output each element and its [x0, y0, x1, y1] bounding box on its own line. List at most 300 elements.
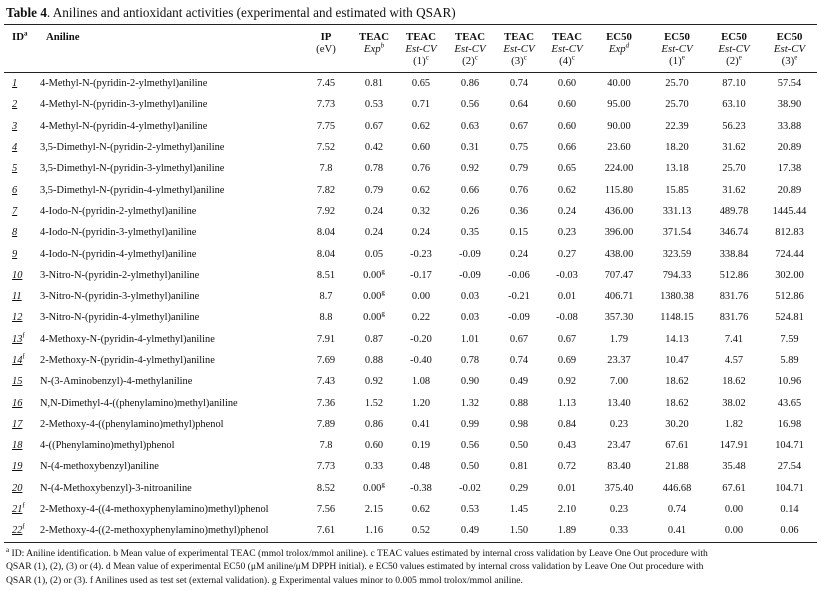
cell-e2: 512.86 [719, 269, 749, 281]
header-subtitle: Exp$^d$ [608, 41, 630, 55]
cell-id [4, 94, 38, 115]
cell-aniline: N-(3-Aminobenzyl)-4-methylaniline [40, 376, 193, 388]
cell-e3: 5.89 [780, 355, 799, 366]
cell-t4: 0.62 [557, 184, 577, 196]
id-sup: f [22, 522, 25, 531]
cell-ec_exp: 375.40 [604, 482, 634, 494]
header-sup: e [794, 53, 798, 62]
cell-ec_exp: 23.47 [607, 440, 631, 452]
cell-e1: 67.61 [665, 440, 689, 452]
cell-aniline: 4-Methoxy-N-(pyridin-4-ylmethyl)aniline [40, 333, 215, 345]
cell-t4: 0.84 [557, 418, 577, 430]
cell-teac_exp: 0.60 [364, 440, 384, 452]
cell-teac_exp: 0.24 [364, 205, 384, 217]
cell-t1: 0.76 [411, 163, 431, 175]
cell-e1: 371.54 [662, 227, 692, 239]
cell-e3: 10.96 [777, 376, 802, 388]
cell-e1: 1380.38 [660, 291, 694, 303]
column-header [706, 25, 762, 73]
cell-ec_exp: 40.00 [607, 78, 631, 90]
cell-t3: -0.09 [508, 312, 530, 324]
cell-id [4, 286, 38, 307]
cell-e1: 15.85 [665, 184, 689, 196]
cell-t4: 0.72 [557, 461, 577, 473]
cell-t4: 0.65 [557, 163, 577, 175]
cell-e2: 0.00 [706, 520, 762, 542]
cell-aniline: 3,5-Dimethyl-N-(pyridin-4-ylmethyl)aniline [40, 184, 225, 196]
header-title: EC50 [776, 31, 803, 43]
header-qsar: $(4)^c$ [559, 53, 575, 67]
cell-t3: 0.50 [509, 440, 529, 452]
table-body [4, 73, 817, 543]
column-header [446, 25, 494, 73]
cell-id [4, 350, 38, 371]
cell-aniline: N,N-Dimethyl-4-((phenylamino)methyl)aniline [40, 397, 238, 409]
cell-ec_exp: 396.00 [604, 227, 634, 239]
cell-ip: 7.45 [316, 78, 336, 90]
value-sup: g [381, 267, 385, 276]
table-row [4, 116, 817, 137]
cell-t3: 0.88 [509, 397, 529, 409]
cell-e3: 524.81 [775, 312, 804, 324]
header-qsar: $(2)^c$ [462, 53, 478, 67]
cell-id [4, 499, 38, 520]
aniline-id: 5 [12, 163, 18, 175]
cell-t2: 0.56 [460, 440, 480, 452]
cell-e2: 1.82 [724, 418, 744, 430]
cell-e2: 831.76 [719, 312, 749, 324]
id-sup: f [22, 352, 25, 361]
table-row [4, 179, 817, 200]
cell-id [4, 435, 38, 456]
cell-t2: 0.49 [446, 520, 494, 542]
cell-t1: 0.22 [411, 312, 431, 324]
cell-ec_exp: 438.00 [604, 248, 634, 260]
cell-t2: 0.03 [460, 291, 480, 303]
cell-aniline: 2-Methoxy-4-((phenylamino)methyl)phenol [40, 418, 224, 430]
cell-aniline: 3-Nitro-N-(pyridin-2-ylmethyl)aniline [40, 269, 200, 281]
cell-t3: 0.29 [509, 482, 529, 494]
footnote-text: QSAR (1), (2) or (3). f Anilines used as test set (external validation). g Experimental values minor to 0.005 mmol trolox/mmol aniline. [6, 574, 523, 586]
cell-e2: 4.57 [724, 355, 744, 366]
cell-t4: 2.10 [557, 504, 577, 516]
cell-e2: 831.76 [719, 291, 749, 303]
cell-t2: 0.31 [460, 142, 480, 154]
table-row [4, 350, 817, 371]
cell-id [4, 265, 38, 286]
cell-t3: 1.45 [509, 504, 529, 516]
cell-teac_exp: 0.67 [364, 120, 384, 132]
cell-e3: 812.83 [775, 227, 804, 239]
table-row [4, 478, 817, 499]
cell-id [4, 392, 38, 413]
cell-e2: 346.74 [719, 227, 749, 239]
footnote-text: QSAR (1), (2), (3) or (4). d Mean value of experimental EC50 (μM aniline/μM DPPH initial). e EC50 values estimated by internal cross validation by Leave One Out procedure with [6, 561, 704, 573]
aniline-id: 21 [12, 504, 23, 516]
aniline-id: 7 [12, 205, 18, 217]
header-title: TEAC [406, 31, 436, 43]
header-title: IP [320, 31, 332, 43]
cell-t2: 0.90 [460, 376, 480, 388]
cell-e3: 17.38 [777, 163, 802, 175]
table-label: Table 4 [6, 5, 47, 20]
cell-aniline: N-(4-Methoxybenzyl)-3-nitroaniline [40, 482, 192, 494]
header-title: ID [12, 31, 24, 43]
cell-ip: 7.73 [316, 461, 336, 473]
cell-e3: 38.90 [777, 99, 802, 111]
cell-t3: 0.74 [509, 355, 529, 366]
header-qsar: $(3)^e$ [781, 53, 798, 67]
table-row [4, 265, 817, 286]
column-header [38, 25, 300, 73]
cell-t1: -0.40 [410, 355, 432, 366]
cell-e3: 104.71 [775, 482, 804, 494]
cell-ip: 7.82 [316, 184, 336, 196]
header-sup: c [425, 53, 429, 62]
table-caption [6, 4, 815, 22]
cell-aniline: 4-((Phenylamino)methyl)phenol [40, 440, 175, 452]
cell-aniline: 4-Iodo-N-(pyridin-3-ylmethyl)aniline [40, 227, 197, 239]
table-wrapper [4, 24, 817, 543]
cell-e3: 33.88 [777, 120, 802, 132]
aniline-id: 11 [12, 291, 22, 303]
column-header [4, 25, 38, 73]
cell-e2: 31.62 [722, 184, 746, 196]
cell-t2: -0.09 [459, 248, 481, 260]
cell-ip: 7.73 [316, 99, 336, 111]
header-subtitle: Est-CV [454, 43, 486, 55]
cell-t2: 0.53 [460, 504, 480, 516]
cell-t2: 0.26 [460, 205, 480, 217]
table-row [4, 392, 817, 413]
footnote-mark: a [6, 545, 10, 554]
footnote-line [6, 547, 815, 560]
cell-e3: 16.98 [777, 418, 802, 430]
cell-ip: 7.8 [319, 440, 333, 452]
cell-ec_exp: 224.00 [604, 163, 634, 175]
aniline-id: 6 [12, 184, 18, 196]
cell-teac_exp: 0.33 [364, 461, 384, 473]
cell-ec_exp: 1.79 [609, 333, 629, 345]
table-row [4, 73, 817, 95]
header-subtitle: Est-CV [405, 43, 437, 55]
cell-ip: 7.69 [316, 355, 336, 366]
cell-teac_exp: 0.92 [364, 376, 384, 388]
cell-e1: 0.74 [667, 504, 687, 516]
cell-ip: 7.89 [316, 418, 336, 430]
table-row [4, 435, 817, 456]
table-row [4, 137, 817, 158]
cell-t4: 1.13 [557, 397, 577, 409]
column-header [494, 25, 544, 73]
cell-ec_exp: 95.00 [607, 99, 631, 111]
header-sup: c [571, 53, 575, 62]
header-sup: d [625, 41, 630, 50]
cell-e1: 10.47 [665, 355, 689, 366]
cell-e3: 57.54 [777, 78, 802, 90]
cell-teac_exp: 0.79 [364, 184, 384, 196]
aniline-id: 19 [12, 461, 23, 473]
cell-t1: 1.20 [411, 397, 431, 409]
table-row [4, 222, 817, 243]
cell-t1: 0.32 [411, 205, 431, 217]
cell-ec_exp: 357.30 [604, 312, 634, 324]
footnote-line [6, 574, 815, 587]
cell-id [4, 478, 38, 499]
table-row [4, 499, 817, 520]
cell-t4: -0.03 [556, 269, 578, 281]
cell-t1: 0.60 [411, 142, 431, 154]
cell-e1: 25.70 [665, 78, 689, 90]
cell-e1: 18.20 [665, 142, 689, 154]
cell-t1: -0.23 [410, 248, 432, 260]
header-title: TEAC [552, 31, 582, 43]
cell-e3: 0.06 [762, 520, 817, 542]
cell-t1: 0.52 [396, 520, 446, 542]
cell-t3: 0.36 [509, 205, 529, 217]
cell-ec_exp: 7.00 [609, 376, 629, 388]
cell-id [4, 307, 38, 328]
cell-t4: 0.67 [557, 333, 577, 345]
cell-e3: 0.14 [780, 504, 799, 516]
header-sup: e [681, 53, 685, 62]
aniline-id: 20 [12, 482, 23, 494]
cell-ec_exp: 23.60 [607, 142, 631, 154]
cell-t1: 0.19 [411, 440, 431, 452]
cell-ec_exp: 23.37 [607, 355, 631, 366]
cell-t2: 0.66 [460, 184, 480, 196]
cell-t1: 0.41 [411, 418, 431, 430]
column-header [352, 25, 396, 73]
table-row [4, 520, 817, 542]
cell-id [4, 520, 38, 542]
header-title: Aniline [46, 31, 80, 43]
cell-teac_exp: 0.42 [364, 142, 384, 154]
column-header [544, 25, 590, 73]
cell-t3: 0.64 [509, 99, 529, 111]
aniline-id: 3 [12, 120, 18, 132]
cell-e3: 302.00 [775, 269, 804, 281]
cell-t1: 1.08 [411, 376, 431, 388]
column-header [300, 25, 352, 73]
cell-t4: 0.01 [557, 482, 577, 494]
column-header [648, 25, 706, 73]
cell-ip: 8.04 [316, 248, 336, 260]
cell-t3: 0.76 [509, 184, 529, 196]
cell-ip: 7.75 [316, 120, 336, 132]
header-qsar: $(3)^c$ [511, 53, 527, 67]
cell-t4: 0.66 [557, 142, 577, 154]
cell-e2: 0.00 [724, 504, 744, 516]
cell-t1: 0.62 [411, 184, 431, 196]
cell-teac_exp: 1.16 [352, 520, 396, 542]
footnote-line [6, 560, 815, 573]
cell-t2: 0.50 [460, 461, 480, 473]
cell-t2: 0.92 [460, 163, 480, 175]
cell-e1: 14.13 [665, 333, 689, 345]
aniline-id: 10 [12, 269, 23, 281]
cell-aniline: 4-Methyl-N-(pyridin-3-ylmethyl)aniline [40, 99, 208, 111]
cell-aniline: 3-Nitro-N-(pyridin-3-ylmethyl)aniline [40, 291, 200, 303]
cell-e2: 31.62 [722, 142, 746, 154]
cell-ec_exp: 406.71 [604, 291, 634, 303]
cell-e2: 18.62 [722, 376, 746, 388]
cell-t1: 0.24 [411, 227, 431, 239]
table-row [4, 201, 817, 222]
cell-e3: 104.71 [775, 440, 804, 452]
cell-ec_exp: 707.47 [604, 269, 634, 281]
cell-t4: 0.60 [557, 120, 577, 132]
cell-t1: -0.38 [410, 482, 432, 494]
cell-teac_exp: 0.24 [364, 227, 384, 239]
cell-t2: 1.32 [460, 397, 480, 409]
cell-id [4, 329, 38, 350]
cell-teac_exp: 0.53 [364, 99, 384, 111]
aniline-id: 4 [12, 142, 18, 154]
cell-ip: 8.51 [316, 269, 336, 281]
aniline-id: 15 [12, 376, 23, 388]
cell-e2: 56.23 [722, 120, 746, 132]
header-subtitle: Est-CV [503, 43, 535, 55]
cell-id [4, 414, 38, 435]
cell-ip: 8.7 [319, 291, 333, 303]
cell-aniline: N-(4-methoxybenzyl)aniline [40, 461, 159, 473]
table-row [4, 371, 817, 392]
cell-e1: 0.41 [648, 520, 706, 542]
cell-aniline: 3,5-Dimethyl-N-(pyridin-3-ylmethyl)aniline [40, 163, 225, 175]
header-qsar: $(2)^e$ [726, 53, 742, 67]
cell-teac_exp: 0.00$^g$ [363, 480, 385, 494]
cell-e1: 18.62 [665, 376, 689, 388]
column-header [590, 25, 648, 73]
cell-t3: -0.06 [508, 269, 530, 281]
cell-e2: 147.91 [719, 440, 749, 452]
cell-aniline: 4-Methyl-N-(pyridin-2-ylmethyl)aniline [40, 78, 208, 90]
cell-ip: 7.52 [316, 142, 336, 154]
cell-e3: 27.54 [777, 461, 802, 473]
cell-t3: 0.98 [509, 418, 529, 430]
cell-id [4, 201, 38, 222]
cell-aniline: 4-Methyl-N-(pyridin-4-ylmethyl)aniline [40, 120, 208, 132]
header-subtitle: Est-CV [773, 43, 806, 55]
aniline-id: 22 [12, 525, 23, 537]
cell-ip: 7.36 [316, 397, 336, 409]
cell-t3: 0.75 [509, 142, 529, 154]
header-qsar: $(1)^e$ [669, 53, 685, 67]
cell-id [4, 371, 38, 392]
cell-e1: 21.88 [665, 461, 689, 473]
cell-e1: 794.33 [662, 269, 692, 281]
cell-t1: 0.00 [411, 291, 431, 303]
header-sup: e [738, 53, 742, 62]
cell-e3: 512.86 [775, 291, 804, 303]
cell-t4: -0.08 [556, 312, 578, 324]
column-header [762, 25, 817, 73]
aniline-id: 2 [12, 99, 18, 111]
cell-id [4, 158, 38, 179]
header-row [4, 25, 817, 73]
cell-ip: 7.43 [316, 376, 336, 388]
cell-t3: 0.79 [509, 163, 529, 175]
cell-t4: 0.27 [557, 248, 577, 260]
header-sup: a [24, 29, 28, 38]
value-sup: g [381, 309, 385, 318]
cell-ec_exp: 0.23 [609, 418, 629, 430]
cell-t2: 0.63 [460, 120, 480, 132]
cell-t4: 0.23 [557, 227, 577, 239]
header-title: EC50 [721, 31, 747, 43]
cell-teac_exp: 0.87 [364, 333, 384, 345]
cell-ip: 7.8 [319, 163, 333, 175]
cell-t1: 0.65 [411, 78, 431, 90]
cell-teac_exp: 0.86 [364, 418, 384, 430]
cell-aniline: 3-Nitro-N-(pyridin-4-ylmethyl)aniline [40, 312, 200, 324]
cell-teac_exp: 0.78 [364, 163, 384, 175]
cell-ip: 7.61 [300, 520, 352, 542]
cell-e3: 7.59 [780, 333, 799, 345]
aniline-id: 18 [12, 440, 23, 452]
cell-t1: 0.48 [411, 461, 431, 473]
cell-teac_exp: 1.52 [364, 397, 384, 409]
cell-teac_exp: 0.05 [364, 248, 384, 260]
table-row [4, 158, 817, 179]
cell-ec_exp: 0.33 [590, 520, 648, 542]
cell-t2: -0.09 [459, 269, 481, 281]
cell-id [4, 137, 38, 158]
footnote-text: ID: Aniline identification. b Mean value of experimental TEAC (mmol trolox/mmol aniline). c TEAC values estimated by internal cross validation by Leave One Out procedure with [11, 548, 708, 559]
cell-t4: 0.60 [557, 78, 577, 90]
cell-t3: 0.67 [509, 120, 529, 132]
aniline-id: 8 [12, 227, 18, 239]
aniline-id: 9 [12, 248, 18, 260]
cell-t3: 0.67 [509, 333, 529, 345]
cell-ip: 8.8 [319, 312, 333, 324]
cell-e1: 323.59 [662, 248, 692, 260]
cell-id [4, 222, 38, 243]
header-qsar: (eV) [316, 43, 336, 55]
cell-t3: 0.49 [509, 376, 529, 388]
cell-ip: 8.52 [316, 482, 336, 494]
cell-e2: 38.02 [722, 397, 746, 409]
header-qsar: $(1)^c$ [413, 53, 429, 67]
cell-t4: 0.24 [557, 205, 577, 217]
cell-e2: 35.48 [722, 461, 746, 473]
cell-t2: 1.01 [460, 333, 480, 345]
cell-teac_exp: 0.00$^g$ [363, 267, 385, 281]
cell-ec_exp: 90.00 [607, 120, 631, 132]
cell-t2: 0.86 [460, 78, 480, 90]
cell-t1: 0.71 [411, 99, 431, 111]
cell-e1: 446.68 [662, 482, 692, 494]
cell-aniline: 3,5-Dimethyl-N-(pyridin-2-ylmethyl)aniline [40, 142, 225, 154]
cell-t2: 0.78 [460, 355, 480, 366]
cell-t3: -0.21 [508, 291, 530, 303]
table-row [4, 414, 817, 435]
cell-ec_exp: 436.00 [604, 205, 634, 217]
cell-teac_exp: 0.81 [364, 78, 384, 90]
cell-t4: 0.92 [557, 376, 577, 388]
cell-e1: 30.20 [665, 418, 689, 430]
cell-aniline: 2-Methoxy-4-((2-methoxyphenylamino)methyl)phenol [38, 520, 300, 542]
header-title: TEAC [504, 31, 534, 43]
cell-teac_exp: 2.15 [364, 504, 384, 516]
cell-ip: 7.92 [316, 205, 336, 217]
header-title: TEAC [455, 31, 485, 43]
cell-t3: 0.74 [509, 78, 529, 90]
cell-e3: 20.89 [777, 142, 802, 154]
table-title: . Anilines and antioxidant activities (experimental and estimated with QSAR) [46, 5, 456, 20]
aniline-id: 13 [12, 333, 23, 345]
